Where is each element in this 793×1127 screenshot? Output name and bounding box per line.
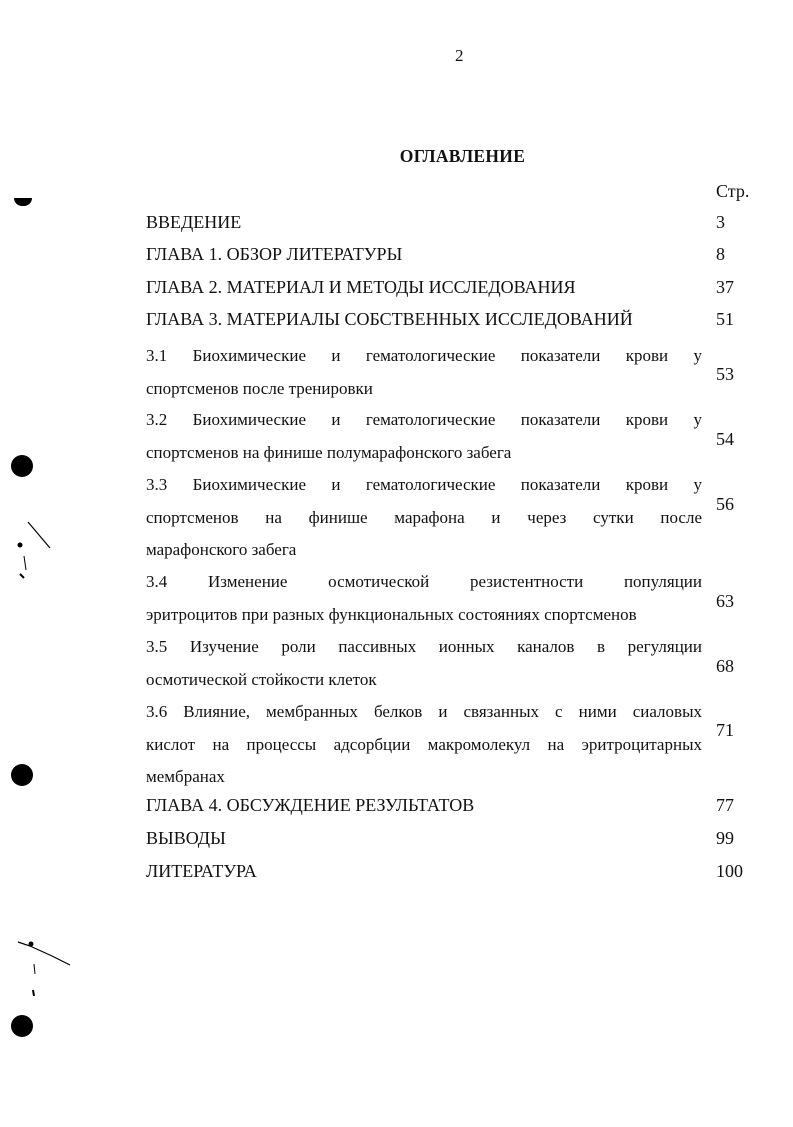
toc-entry-literature: ЛИТЕРАТУРА xyxy=(146,861,257,881)
toc-page-section-3-5: 68 xyxy=(716,656,734,676)
toc-page-intro: 3 xyxy=(716,212,725,232)
section-line: спортсменов на финише полумарафонского забега xyxy=(146,442,512,462)
section-line: осмотической стойкости клеток xyxy=(146,669,377,689)
toc-section-3-4 xyxy=(146,566,702,631)
toc-section-3-6 xyxy=(146,696,702,794)
toc-page-chapter-4: 77 xyxy=(716,795,734,815)
toc-page-section-3-6: 71 xyxy=(716,720,734,740)
toc-page-conclusions: 99 xyxy=(716,828,734,848)
toc-page-chapter-3: 51 xyxy=(716,309,734,329)
toc-section-3-5 xyxy=(146,631,702,696)
toc-section-3-2 xyxy=(146,404,702,469)
section-line: 3.3 Биохимические и гематологические показатели крови у xyxy=(146,475,702,494)
toc-page-section-3-4: 63 xyxy=(716,591,734,611)
section-line: марафонского забега xyxy=(146,540,297,559)
toc-title: ОГЛАВЛЕНИЕ xyxy=(399,146,526,166)
toc-section-3-1 xyxy=(146,340,702,405)
section-line: 3.4 Изменение осмотической резистентности популяции xyxy=(146,572,702,591)
toc-page-chapter-2: 37 xyxy=(716,277,734,297)
toc-page-section-3-2: 54 xyxy=(716,429,734,449)
section-line: спортсменов после тренировки xyxy=(146,378,373,398)
toc-entry-chapter-3: ГЛАВА 3. МАТЕРИАЛЫ СОБСТВЕННЫХ ИССЛЕДОВАНИЙ xyxy=(146,309,633,329)
toc-entry-chapter-1: ГЛАВА 1. ОБЗОР ЛИТЕРАТУРЫ xyxy=(146,244,403,264)
toc-section-3-3 xyxy=(146,469,702,567)
scan-artifact-marks xyxy=(0,0,90,1127)
section-line: кислот на процессы адсорбции макромолекул на эритроцитарных xyxy=(146,734,702,754)
page-column-header: Стр. xyxy=(716,181,750,201)
section-line: эритроцитов при разных функциональных состояниях спортсменов xyxy=(146,604,637,624)
section-line: 3.6 Влияние, мембранных белков и связанных с ними сиаловых xyxy=(146,702,702,721)
toc-entry-intro: ВВЕДЕНИЕ xyxy=(146,212,242,232)
page-number: 2 xyxy=(455,46,464,65)
toc-entry-chapter-4: ГЛАВА 4. ОБСУЖДЕНИЕ РЕЗУЛЬТАТОВ xyxy=(146,795,475,815)
section-line: 3.5 Изучение роли пассивных ионных каналов в регуляции xyxy=(146,637,702,656)
toc-page-section-3-3: 56 xyxy=(716,494,734,514)
toc-page-chapter-1: 8 xyxy=(716,244,725,264)
toc-page-literature: 100 xyxy=(716,861,743,881)
section-line: 3.1 Биохимические и гематологические показатели крови у xyxy=(146,346,702,365)
section-line: 3.2 Биохимические и гематологические показатели крови у xyxy=(146,410,702,429)
section-line: мембранах xyxy=(146,767,225,786)
toc-entry-conclusions: ВЫВОДЫ xyxy=(146,828,226,848)
toc-entry-chapter-2: ГЛАВА 2. МАТЕРИАЛ И МЕТОДЫ ИССЛЕДОВАНИЯ xyxy=(146,277,576,297)
toc-page-section-3-1: 53 xyxy=(716,364,734,384)
section-line: спортсменов на финише марафона и через сутки после xyxy=(146,507,702,527)
